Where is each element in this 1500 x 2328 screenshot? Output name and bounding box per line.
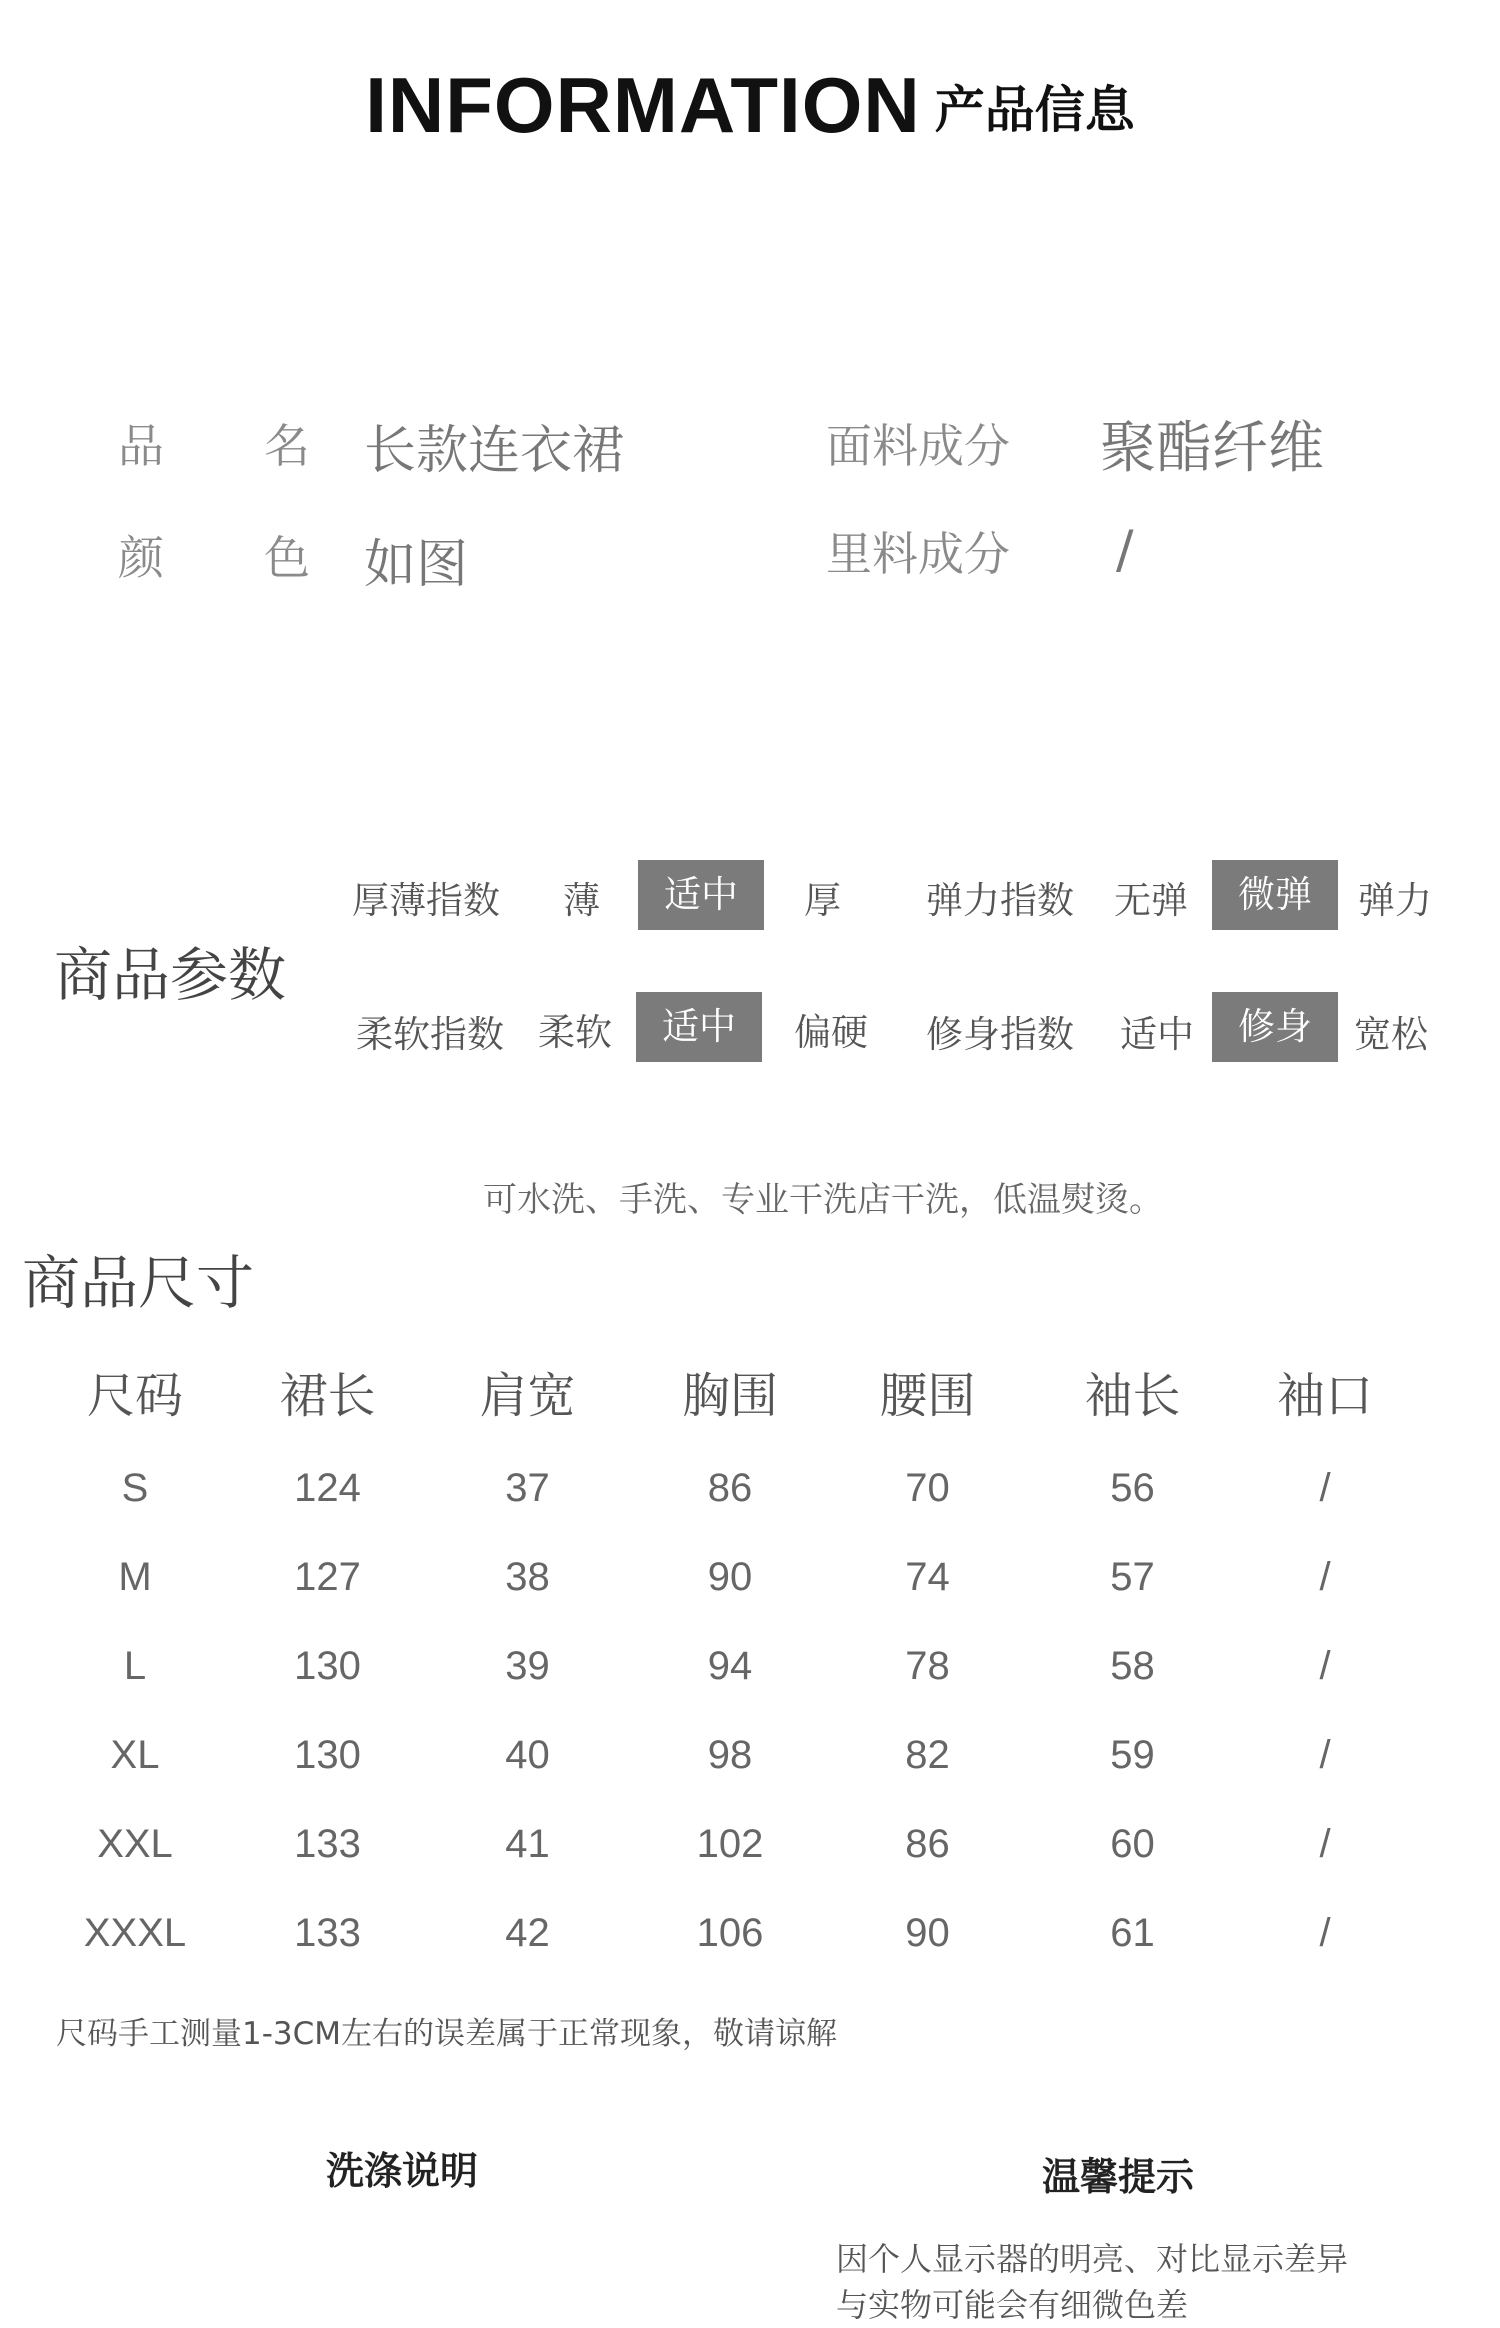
cell-length: 133: [294, 1822, 361, 1866]
param-thickness-opt-3: 厚: [804, 879, 841, 922]
fabric-label: 面料成分: [826, 419, 1010, 473]
lining-label: 里料成分: [826, 527, 1010, 581]
tips-title: 温馨提示: [1042, 2155, 1195, 2199]
cell-shoulder: 41: [505, 1822, 550, 1866]
cell-sleeve: 56: [1110, 1466, 1155, 1510]
param-softness-selected: 适中: [636, 992, 762, 1062]
tips-line-2: 与实物可能会有细微色差: [836, 2286, 1189, 2324]
fabric-value: 聚酯纤维: [1100, 416, 1324, 481]
cell-shoulder: 37: [505, 1466, 550, 1510]
care-text: 可水洗、手洗、专业干洗店干洗，低温熨烫。: [483, 1180, 1163, 1220]
param-elasticity-selected: 微弹: [1212, 860, 1338, 930]
cell-length: 133: [294, 1911, 361, 1955]
cell-bust: 90: [707, 1555, 753, 1599]
size-note: 尺码手工测量1-3CM左右的误差属于正常现象，敬请谅解: [56, 2016, 838, 2052]
cell-size: M: [118, 1555, 152, 1599]
cell-bust: 98: [707, 1733, 753, 1777]
param-fit-opt-1: 适中: [1120, 1013, 1194, 1056]
col-header-waist: 腰围: [879, 1367, 976, 1424]
param-elasticity-label: 弹力指数: [926, 879, 1074, 922]
param-fit-label: 修身指数: [926, 1013, 1074, 1056]
params-title: 商品参数: [54, 941, 287, 1009]
param-fit-selected: 修身: [1212, 992, 1338, 1062]
name-value: 长款连衣裙: [364, 421, 625, 481]
cell-length: 130: [294, 1644, 361, 1688]
table-row: [40, 1889, 1410, 1978]
param-thickness-opt-1: 薄: [563, 879, 600, 922]
param-thickness-selected: 适中: [638, 860, 764, 930]
cell-size: XL: [110, 1733, 160, 1777]
cell-size: L: [123, 1644, 147, 1688]
param-thickness-label: 厚薄指数: [352, 879, 500, 922]
name-label-b: 名: [264, 419, 310, 473]
param-softness-label: 柔软指数: [356, 1013, 504, 1056]
col-header-bust: 胸围: [681, 1367, 778, 1424]
cell-size: XXXL: [83, 1911, 187, 1955]
table-row: [40, 1711, 1410, 1800]
color-value: 如图: [364, 535, 469, 595]
cell-shoulder: 38: [505, 1555, 550, 1599]
lining-value: /: [1116, 520, 1134, 580]
cell-cuff: /: [1319, 1822, 1331, 1866]
cell-size: XXL: [97, 1822, 173, 1866]
col-header-length: 裙长: [279, 1367, 376, 1424]
table-row: [40, 1533, 1410, 1622]
cell-size: S: [121, 1466, 149, 1510]
cell-shoulder: 40: [505, 1733, 550, 1777]
cell-waist: 74: [905, 1555, 950, 1599]
color-label-b: 色: [264, 531, 310, 585]
cell-sleeve: 59: [1110, 1733, 1155, 1777]
param-softness-opt-1: 柔软: [538, 1011, 612, 1054]
col-header-size: 尺码: [86, 1367, 183, 1424]
cell-bust: 94: [707, 1644, 753, 1688]
cell-sleeve: 57: [1110, 1555, 1155, 1599]
cell-sleeve: 60: [1110, 1822, 1155, 1866]
col-header-sleeve: 袖长: [1084, 1367, 1181, 1424]
cell-waist: 90: [905, 1911, 950, 1955]
cell-waist: 82: [905, 1733, 950, 1777]
cell-waist: 86: [905, 1822, 950, 1866]
table-row: [40, 1800, 1410, 1889]
cell-waist: 70: [905, 1466, 950, 1510]
page-header: [0, 60, 1500, 151]
cell-sleeve: 61: [1110, 1911, 1155, 1955]
wash-title: 洗涤说明: [326, 2149, 479, 2193]
cell-cuff: /: [1319, 1733, 1331, 1777]
param-elasticity-opt-3: 弹力: [1358, 879, 1432, 922]
color-label-a: 颜: [118, 531, 164, 585]
col-header-shoulder: 肩宽: [479, 1367, 576, 1424]
cell-length: 127: [294, 1555, 361, 1599]
size-table: [40, 1338, 1410, 1978]
param-fit-opt-3: 宽松: [1354, 1013, 1428, 1056]
cell-cuff: /: [1319, 1555, 1331, 1599]
cell-cuff: /: [1319, 1911, 1331, 1955]
cell-sleeve: 58: [1110, 1644, 1155, 1688]
cell-bust: 86: [707, 1466, 753, 1510]
cell-length: 124: [294, 1466, 361, 1510]
cell-shoulder: 39: [505, 1644, 550, 1688]
table-row: [40, 1444, 1410, 1533]
cell-cuff: /: [1319, 1644, 1331, 1688]
param-elasticity-opt-1: 无弹: [1114, 879, 1188, 922]
size-title: 商品尺寸: [22, 1249, 255, 1317]
tips-text: [836, 2236, 1348, 2328]
cell-length: 130: [294, 1733, 361, 1777]
table-row: [40, 1622, 1410, 1711]
param-softness-opt-3: 偏硬: [794, 1011, 868, 1054]
name-label-a: 品: [118, 419, 164, 473]
cell-cuff: /: [1319, 1466, 1331, 1510]
col-header-cuff: 袖口: [1276, 1367, 1373, 1424]
cell-shoulder: 42: [505, 1911, 550, 1955]
cell-bust: 102: [696, 1822, 764, 1866]
cell-waist: 78: [905, 1644, 950, 1688]
size-table-header: [40, 1338, 1410, 1444]
title-en: INFORMATION: [365, 61, 921, 149]
tips-line-1: 因个人显示器的明亮、对比显示差异: [836, 2240, 1349, 2278]
title-cn: 产品信息: [934, 80, 1135, 139]
cell-bust: 106: [696, 1911, 764, 1955]
